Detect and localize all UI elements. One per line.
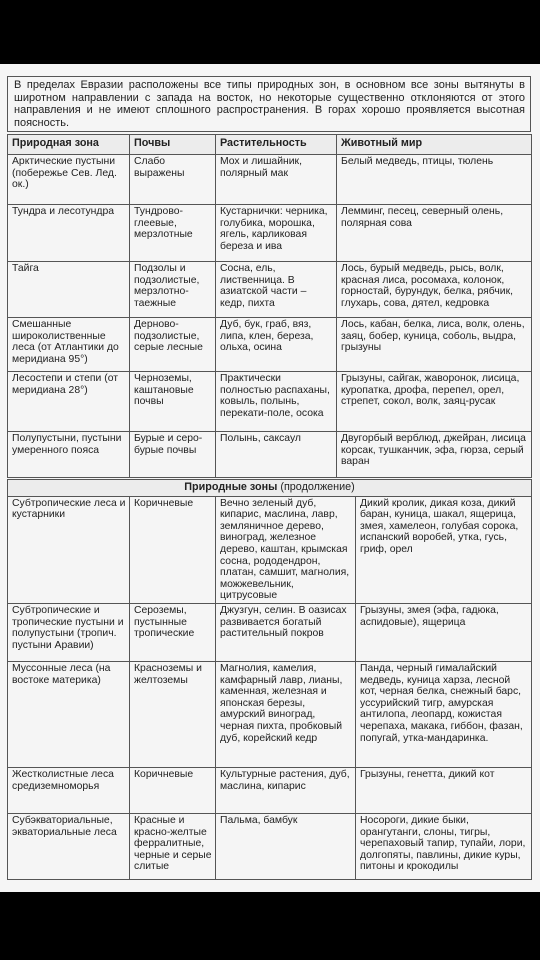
zone-cell: Арктические пустыни (побережье Сев. Лед. ок.) <box>8 155 130 205</box>
soils-cell: Красные и красно-желтые ферралитные, черные и серые слитые <box>130 813 216 879</box>
vegetation-cell: Мох и лишайник, полярный мак <box>216 155 337 205</box>
fauna-cell: Лось, кабан, белка, лиса, волк, олень, заяц, бобер, куница, соболь, выдра, грызуны <box>337 318 532 372</box>
vegetation-cell: Дуб, бук, граб, вяз, липа, клен, береза, ольха, осина <box>216 318 337 372</box>
soils-cell: Слабо выражены <box>130 155 216 205</box>
vegetation-cell: Пальма, бамбук <box>216 813 356 879</box>
fauna-cell: Носороги, дикие быки, орангутанги, слоны, тигры, черепаховый тапир, тупайи, лори, долгопяты, павлины, дикие куры, питоны и крокодилы <box>356 813 532 879</box>
header-vegetation: Растительность <box>216 135 337 155</box>
soils-cell: Коричневые <box>130 496 216 603</box>
table-row <box>8 661 532 767</box>
soils-cell: Красноземы и желтоземы <box>130 661 216 767</box>
zone-cell: Субтропические леса и кустарники <box>8 496 130 603</box>
vegetation-cell: Культурные растения, дуб, маслина, кипарис <box>216 767 356 813</box>
table-row <box>8 155 532 205</box>
vegetation-cell: Вечно зеленый дуб, кипарис, маслина, лавр, земляничное дерево, виноград, железное дерево, каштан, крымская сосна, рододендрон, платан, самшит, магнолия, можжевельник, цитрусовые <box>216 496 356 603</box>
zone-cell: Смешанные широколиственные леса (от Атлантики до меридиана 95°) <box>8 318 130 372</box>
table-row <box>8 767 532 813</box>
header-fauna: Животный мир <box>337 135 532 155</box>
zone-cell: Жестколистные леса средиземноморья <box>8 767 130 813</box>
fauna-cell: Белый медведь, птицы, тюлень <box>337 155 532 205</box>
soils-cell: Подзолы и подзолистые, мерзлотно-таежные <box>130 262 216 318</box>
fauna-cell: Грызуны, змея (эфа, гадюка, аспидовые), ящерица <box>356 603 532 661</box>
fauna-cell: Двугорбый верблюд, джейран, лисица корсак, тушканчик, эфа, гюрза, серый варан <box>337 432 532 478</box>
vegetation-cell: Кустарнички: черника, голубика, морошка, ягель, карликовая береза и ива <box>216 205 337 262</box>
table-row <box>8 603 532 661</box>
zones-table-continued <box>7 479 532 880</box>
zone-cell: Тайга <box>8 262 130 318</box>
intro-paragraph: В пределах Евразии расположены все типы природных зон, в основном все зоны вытянуты в широтном направлении с запада на восток, но некоторые существенно отклоняются от этого направления и не имеют сплошного распространения. В горах хорошо проявляется высотная поясность. <box>7 76 531 132</box>
fauna-cell: Лемминг, песец, северный олень, полярная сова <box>337 205 532 262</box>
fauna-cell: Лось, бурый медведь, рысь, волк, красная лиса, росомаха, колонок, горностай, бурундук, белка, рябчик, глухарь, сова, дятел, кедровка <box>337 262 532 318</box>
soils-cell: Сероземы, пустынные тропические <box>130 603 216 661</box>
fauna-cell: Грызуны, генетта, дикий кот <box>356 767 532 813</box>
soils-cell: Дерново-подзолистые, серые лесные <box>130 318 216 372</box>
vegetation-cell: Джузгун, селин. В оазисах развивается богатый растительный покров <box>216 603 356 661</box>
table-row <box>8 432 532 478</box>
vegetation-cell: Магнолия, камелия, камфарный лавр, лианы, каменная, железная и японская березы, амурский виноград, черная пихта, пробковый дуб, корейский кедр <box>216 661 356 767</box>
table-header-row <box>8 135 532 155</box>
soils-cell: Коричневые <box>130 767 216 813</box>
table-caption <box>8 480 532 497</box>
vegetation-cell: Сосна, ель, лиственница. В азиатской части – кедр, пихта <box>216 262 337 318</box>
fauna-cell: Грызуны, сайгак, жаворонок, лисица, куропатка, дрофа, перепел, орел, стрепет, сокол, волк, заяц-русак <box>337 372 532 432</box>
zone-cell: Полупустыни, пустыни умеренного пояса <box>8 432 130 478</box>
header-zone: Природная зона <box>8 135 130 155</box>
table-caption-row <box>8 480 532 497</box>
fauna-cell: Панда, черный гималайский медведь, куница харза, лесной кот, черная белка, снежный барс, уссурийский тигр, амурская антилопа, леопард, кожистая черепаха, макака, гиббон, фазан, попугай, утка-мандаринка. <box>356 661 532 767</box>
caption-suffix: (продолжение) <box>277 481 355 493</box>
table-row <box>8 372 532 432</box>
table-row <box>8 496 532 603</box>
table-row <box>8 813 532 879</box>
soils-cell: Черноземы, каштановые почвы <box>130 372 216 432</box>
zone-cell: Лесостепи и степи (от меридиана 28°) <box>8 372 130 432</box>
document-page <box>0 64 540 892</box>
fauna-cell: Дикий кролик, дикая коза, дикий баран, куница, шакал, ящерица, змея, хамелеон, голубая сорока, испанский воробей, утка, гусь, гриф, орел <box>356 496 532 603</box>
table-row <box>8 205 532 262</box>
table-row <box>8 262 532 318</box>
table-row <box>8 318 532 372</box>
header-soils: Почвы <box>130 135 216 155</box>
vegetation-cell: Практически полностью распаханы, ковыль, полынь, перекати-поле, осока <box>216 372 337 432</box>
soils-cell: Тундрово-глеевые, мерзлотные <box>130 205 216 262</box>
zone-cell: Субтропические и тропические пустыни и полупустыни (тропич. пустыни Аравии) <box>8 603 130 661</box>
zones-table <box>7 134 532 478</box>
vegetation-cell: Полынь, саксаул <box>216 432 337 478</box>
caption-title: Природные зоны <box>184 481 278 493</box>
zone-cell: Тундра и лесотундра <box>8 205 130 262</box>
zone-cell: Субэкваториальные, экваториальные леса <box>8 813 130 879</box>
soils-cell: Бурые и серо-бурые почвы <box>130 432 216 478</box>
zone-cell: Муссонные леса (на востоке материка) <box>8 661 130 767</box>
